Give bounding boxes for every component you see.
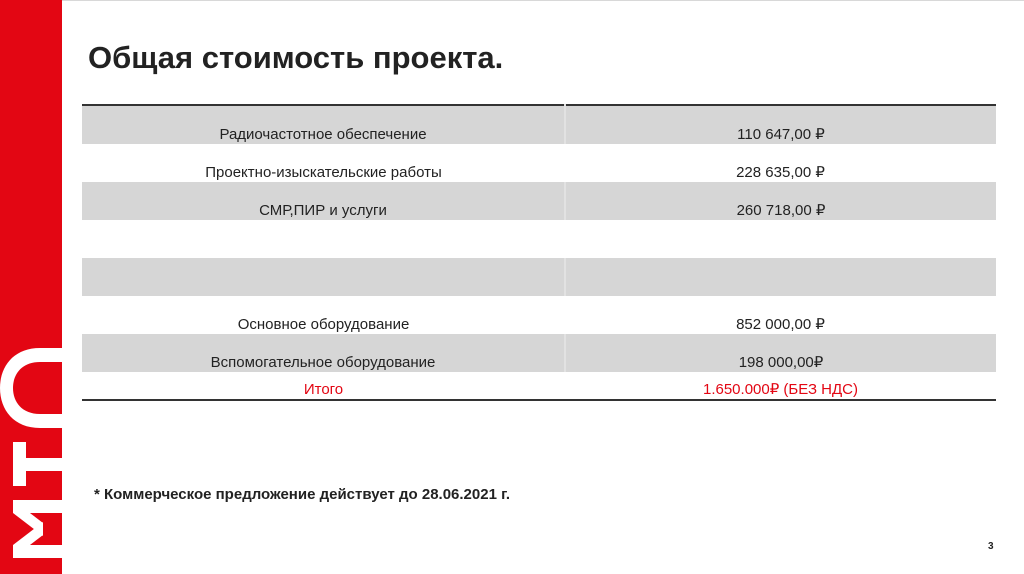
total-label: Итого — [82, 372, 565, 400]
page-title: Общая стоимость проекта. — [88, 40, 504, 75]
row-value: 228 635,00 ₽ — [736, 164, 825, 181]
mts-logo — [0, 330, 62, 574]
table-row — [82, 182, 996, 220]
row-label — [82, 258, 565, 296]
table-row — [82, 105, 996, 144]
page-number: 3 — [988, 541, 994, 552]
row-label: СМР,ПИР и услуги — [82, 182, 565, 220]
row-value — [565, 220, 996, 258]
cost-table — [82, 104, 996, 401]
brand-bar — [0, 0, 62, 574]
row-label: Основное оборудование — [237, 316, 410, 333]
table-row — [82, 296, 996, 334]
offer-validity-note: * Коммерческое предложение действует до 28.06.2021 г. — [94, 486, 511, 503]
row-value: 260 718,00 ₽ — [565, 182, 996, 220]
row-value: 852 000,00 ₽ — [736, 316, 825, 333]
row-label: Вспомогательное оборудование — [82, 334, 565, 372]
row-label — [82, 220, 565, 258]
table-row — [82, 220, 996, 258]
row-value: 198 000,00₽ — [565, 334, 996, 372]
row-value — [565, 258, 996, 296]
row-label: Радиочастотное обеспечение — [82, 105, 565, 144]
table-row — [82, 334, 996, 372]
top-divider — [62, 0, 1024, 1]
total-row — [82, 372, 996, 400]
total-value: 1.650.000₽ (БЕЗ НДС) — [565, 372, 996, 400]
row-value: 110 647,00 ₽ — [565, 105, 996, 144]
table-row — [82, 258, 996, 296]
row-label: Проектно-изыскательские работы — [205, 164, 442, 181]
table-row — [82, 144, 996, 182]
